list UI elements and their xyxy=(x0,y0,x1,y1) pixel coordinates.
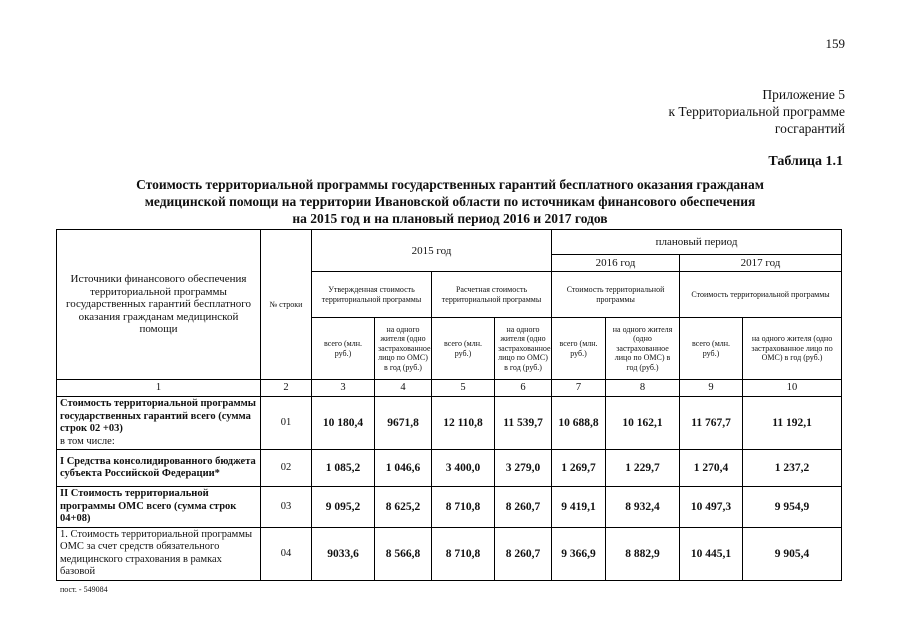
column-number: 4 xyxy=(375,380,432,397)
value-cell: 10 688,8 xyxy=(552,397,606,450)
header-planned-period: плановый период xyxy=(552,230,842,255)
value-cell: 1 237,2 xyxy=(743,450,842,487)
column-number: 8 xyxy=(606,380,680,397)
value-cell: 9 954,9 xyxy=(743,487,842,528)
appendix-line-3: госгарантий xyxy=(774,121,845,136)
value-cell: 1 085,2 xyxy=(312,450,375,487)
row-label: I Средства консолидированного бюджета субъекта Российской Федерации* xyxy=(57,450,261,487)
column-number: 7 xyxy=(552,380,606,397)
value-cell: 9 905,4 xyxy=(743,527,842,580)
value-cell: 10 162,1 xyxy=(606,397,680,450)
header-total-2017: всего (млн. руб.) xyxy=(680,318,743,380)
header-cost-2016: Стоимость территориальной программы xyxy=(552,272,680,318)
table-row xyxy=(57,487,842,528)
column-number: 3 xyxy=(312,380,375,397)
header-year-2015: 2015 год xyxy=(312,230,552,272)
value-cell: 3 400,0 xyxy=(432,450,495,487)
row-number: 04 xyxy=(261,527,312,580)
value-cell: 8 710,8 xyxy=(432,487,495,528)
row-label: II Стоимость территориальной программы ОМС всего (сумма строк 04+08) xyxy=(57,487,261,528)
value-cell: 1 269,7 xyxy=(552,450,606,487)
appendix-line-2: к Территориальной программе xyxy=(668,104,845,119)
header-year-2016: 2016 год xyxy=(552,255,680,272)
value-cell: 1 046,6 xyxy=(375,450,432,487)
table-row xyxy=(57,527,842,580)
row-number: 01 xyxy=(261,397,312,450)
table-row xyxy=(57,397,842,450)
header-total-2015-approved: всего (млн. руб.) xyxy=(312,318,375,380)
value-cell: 9 419,1 xyxy=(552,487,606,528)
row-number: 02 xyxy=(261,450,312,487)
row-label xyxy=(57,397,261,450)
header-row-number: № строки xyxy=(261,230,312,380)
title-line-3: на 2015 год и на плановый период 2016 и 2017 годов xyxy=(292,211,608,226)
title-line-1: Стоимость территориальной программы государственных гарантий бесплатного оказания гражданам xyxy=(136,177,764,192)
value-cell: 8 710,8 xyxy=(432,527,495,580)
header-per-capita-2016: на одного жителя (одно застрахованное лицо по ОМС) в год (руб.) xyxy=(606,318,680,380)
footer-code: пост. - 549084 xyxy=(60,585,108,594)
value-cell: 1 270,4 xyxy=(680,450,743,487)
header-per-capita-2015-estimated: на одного жителя (одно застрахованное лицо по ОМС) в год (руб.) xyxy=(495,318,552,380)
header-cost-2017: Стоимость территориальной программы xyxy=(680,272,842,318)
table-caption: Таблица 1.1 xyxy=(768,154,843,169)
header-per-capita-2015-approved: на одного жителя (одно застрахованное лицо по ОМС) в год (руб.) xyxy=(375,318,432,380)
value-cell: 9 366,9 xyxy=(552,527,606,580)
value-cell: 3 279,0 xyxy=(495,450,552,487)
value-cell: 8 882,9 xyxy=(606,527,680,580)
header-per-capita-2017: на одного жителя (одно застрахованное лицо по ОМС) в год (руб.) xyxy=(743,318,842,380)
header-approved-cost: Утвержденная стоимость территориальной программы xyxy=(312,272,432,318)
value-cell: 11 192,1 xyxy=(743,397,842,450)
row-label-text: Стоимость территориальной программы государственных гарантий всего (сумма строк 02 +03) xyxy=(60,398,256,434)
column-number: 6 xyxy=(495,380,552,397)
column-number: 5 xyxy=(432,380,495,397)
value-cell: 1 229,7 xyxy=(606,450,680,487)
value-cell: 8 932,4 xyxy=(606,487,680,528)
row-number: 03 xyxy=(261,487,312,528)
row-label-extra: в том числе: xyxy=(60,435,115,447)
column-number: 10 xyxy=(743,380,842,397)
header-source: Источники финансового обеспечения территориальной программы государственных гарантий бесплатного оказания гражданам медицинской помощи xyxy=(57,230,261,380)
appendix-block xyxy=(669,86,846,137)
column-number: 1 xyxy=(57,380,261,397)
value-cell: 8 566,8 xyxy=(375,527,432,580)
value-cell: 9 095,2 xyxy=(312,487,375,528)
value-cell: 11 767,7 xyxy=(680,397,743,450)
header-total-2016: всего (млн. руб.) xyxy=(552,318,606,380)
value-cell: 8 625,2 xyxy=(375,487,432,528)
value-cell: 10 497,3 xyxy=(680,487,743,528)
header-year-2017: 2017 год xyxy=(680,255,842,272)
column-number: 9 xyxy=(680,380,743,397)
document-title xyxy=(60,176,840,227)
value-cell: 9671,8 xyxy=(375,397,432,450)
row-label: 1. Стоимость территориальной программы ОМС за счет средств обязательного медицинского страхования в рамках базовой xyxy=(57,527,261,580)
table-row xyxy=(57,450,842,487)
cost-table xyxy=(56,229,842,581)
value-cell: 10 445,1 xyxy=(680,527,743,580)
value-cell: 12 110,8 xyxy=(432,397,495,450)
appendix-line-1: Приложение 5 xyxy=(762,87,845,102)
value-cell: 8 260,7 xyxy=(495,487,552,528)
column-number: 2 xyxy=(261,380,312,397)
title-line-2: медицинской помощи на территории Ивановской области по источникам финансового обеспечения xyxy=(144,194,756,209)
header-total-2015-estimated: всего (млн. руб.) xyxy=(432,318,495,380)
header-estimated-cost: Расчетная стоимость территориальной программы xyxy=(432,272,552,318)
value-cell: 10 180,4 xyxy=(312,397,375,450)
value-cell: 8 260,7 xyxy=(495,527,552,580)
page-number: 159 xyxy=(825,36,845,51)
value-cell: 11 539,7 xyxy=(495,397,552,450)
column-number-row xyxy=(57,380,842,397)
value-cell: 9033,6 xyxy=(312,527,375,580)
